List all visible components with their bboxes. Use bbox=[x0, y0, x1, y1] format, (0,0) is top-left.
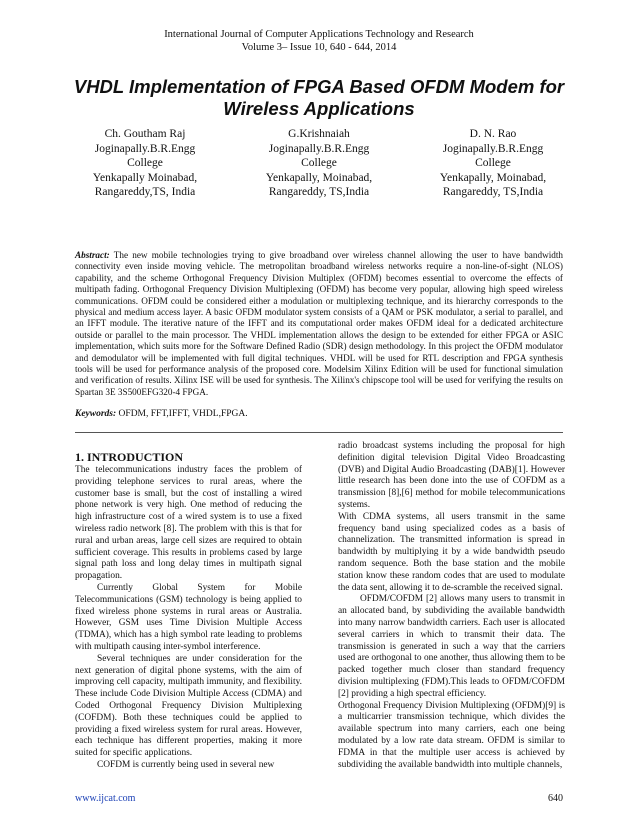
paragraph: Several techniques are under consideration for the next generation of digital phone systems, with the aim of improving cell capacity, multipath immunity, and flexibility. These include Code Division Multiple Access (CDMA) and Coded Orthogonal Frequency Division Multiplexing (COFDM). Both these techniques could be applied to providing a fixed wireless system for rural areas. However, each technique has different properties, making it more suited for specific applications. bbox=[75, 653, 302, 759]
author-address: Yenkapally, Moinabad, bbox=[265, 171, 373, 184]
journal-volume: Volume 3– Issue 10, 640 - 644, 2014 bbox=[241, 42, 397, 53]
journal-name: International Journal of Computer Applications Technology and Research bbox=[164, 29, 474, 40]
section-divider bbox=[75, 432, 563, 433]
author-name: Ch. Goutham Raj bbox=[104, 128, 186, 140]
abstract-label: Abstract: bbox=[75, 250, 110, 260]
paragraph: The telecommunications industry faces the problem of providing telephone services to rural areas, where the customer base is small, but the cost of installing a wired phone network is very high. One method of reducing the high infrastructure cost of a wired system is to use a fixed wireless radio network [8]. The problem with this is that for rural and urban areas, large cell sizes are required to obtain sufficient coverage. This results in problems cased by large signal path loss and long delay times in multipath signal propagation. bbox=[75, 465, 302, 582]
author-block bbox=[60, 127, 578, 200]
page-number: 640 bbox=[548, 793, 563, 804]
author-3 bbox=[408, 127, 578, 200]
author-address: Rangareddy, TS,India bbox=[442, 186, 544, 198]
author-affiliation: College bbox=[475, 157, 511, 169]
author-affiliation: College bbox=[301, 157, 337, 169]
journal-header bbox=[0, 28, 638, 54]
author-affiliation: Joginapally.B.R.Engg bbox=[268, 142, 370, 155]
paragraph: radio broadcast systems including the proposal for high definition digital television Digital Video Broadcasting (DVB) and Digital Audio Broadcasting (DAB)[1]. However little research has been done into the use of COFDM as a transmission [8],[6] method for mobile telecommunications systems. bbox=[338, 441, 565, 510]
author-affiliation: Joginapally.B.R.Engg bbox=[94, 142, 196, 155]
author-2 bbox=[234, 127, 404, 200]
paragraph: OFDM/COFDM [2] allows many users to transmit in an allocated band, by subdividing the available bandwidth into many narrow bandwidth carriers. Each user is allocated several carriers in which to transmit their data. The transmission is generated in such a way that the carriers used are orthogonal to one another, thus allowing them to be packed together much closer than standard frequency division multiplexing (FDM).This leads to OFDM/COFDM [2] providing a high spectral efficiency. bbox=[338, 594, 565, 699]
abstract-text: The new mobile technologies trying to give broadband over wireless channel allowing the user to have bandwidth connectivity even inside moving vehicle. The metropolitan broadband wireless networks require a non-line-of-sight (NLOS) capability, and the scheme Orthogonal Frequency Division Multiplex (OFDM) becomes essential to overcome the effects of multipath fading. Orthogonal Frequency Division Multiplexing (OFDM) has become very popular, allowing high speed wireless communications. OFDM could be considered either a modulation or multiplexing technique, and its hierarchy corresponds to the physical and medium access layer. A basic OFDM modulator system consists of a QAM or PSK modulator, a serial to parallel, and an IFFT module. The iterative nature of the IFFT and its computational order makes OFDM ideal for a dedicated architecture outside or parallel to the main processor. The VHDL implementation allows the design to be extended for either FPGA or ASIC implementation, which suits more for the Software Defined Radio (SDR) design methodology. In this project the OFDM modulator and demodulator will be implemented with full digital techniques. VHDL will be used for RTL description and FPGA synthesis tools will be used for performance analysis of the proposed core. Modelsim Xilinx Edition will be used for functional simulation and verification of results. Xilinx ISE will be used for synthesis. The Xilinx's chipscope tool will be used for verifying the results on Spartan 3E 3S500EFG320-4 FPGA. bbox=[75, 250, 563, 397]
author-affiliation: Joginapally.B.R.Engg bbox=[442, 142, 544, 155]
page-footer bbox=[75, 793, 563, 804]
journal-url-link[interactable]: www.ijcat.com bbox=[75, 793, 136, 804]
author-name: G.Krishnaiah bbox=[288, 128, 350, 140]
author-affiliation: College bbox=[127, 157, 163, 169]
keywords bbox=[75, 409, 563, 419]
author-address: Rangareddy, TS,India bbox=[268, 186, 370, 198]
left-column bbox=[75, 450, 302, 772]
author-1 bbox=[60, 127, 230, 200]
author-address: Yenkapally Moinabad, bbox=[92, 171, 198, 184]
paragraph: Currently Global System for Mobile Telecommunications (GSM) technology is being applied to fixed wireless phone systems in rural areas or Australia. However, GSM uses Time Division Multiple Access (TDMA), which has a high symbol rate leading to problems with multipath causing inter-symbol interference. bbox=[75, 582, 302, 652]
keywords-label: Keywords: bbox=[75, 409, 117, 419]
section-heading: 1. INTRODUCTION bbox=[75, 450, 184, 464]
author-address: Yenkapally, Moinabad, bbox=[439, 171, 547, 184]
paragraph: Orthogonal Frequency Division Multiplexing (OFDM)[9] is a multicarrier transmission technique, which divides the available spectrum into many carriers, each one being modulated by a low rate data stream. OFDM is similar to FDMA in that the multiple user access is achieved by subdividing the available bandwidth into multiple channels, bbox=[338, 700, 565, 770]
author-address: Rangareddy,TS, India bbox=[94, 186, 196, 198]
paragraph: COFDM is currently being used in several new bbox=[97, 759, 275, 770]
right-column bbox=[338, 441, 565, 771]
abstract bbox=[75, 250, 563, 398]
paper-title: VHDL Implementation of FPGA Based OFDM Modem for Wireless Applications bbox=[73, 76, 565, 119]
author-name: D. N. Rao bbox=[469, 128, 517, 140]
paragraph: With CDMA systems, all users transmit in the same frequency band using specialized codes as a basis of channelization. The transmitted information is spread in bandwidth by multiplying it by a wide bandwidth pseudo random sequence. Both the base station and the mobile station know these random codes that are used to modulate the data sent, allowing it to de-scramble the received signal. bbox=[338, 511, 565, 593]
keywords-text: OFDM, FFT,IFFT, VHDL,FPGA. bbox=[118, 409, 248, 419]
